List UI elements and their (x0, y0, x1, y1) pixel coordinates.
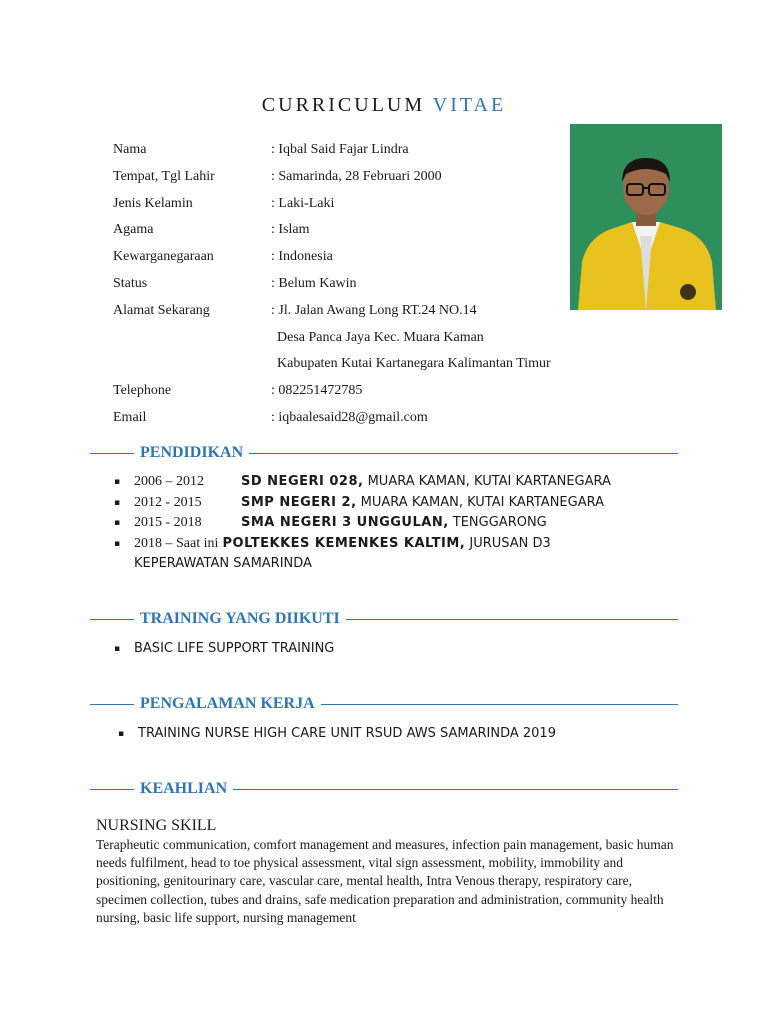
education-entry (134, 534, 694, 555)
bio-label (113, 354, 271, 381)
bio-value: Kabupaten Kutai Kartanegara Kalimantan Timur (277, 356, 551, 372)
bio-value: : 082251472785 (271, 383, 363, 399)
section-training (90, 609, 678, 629)
bio-label (113, 328, 271, 355)
bio-value: : iqbaalesaid28@gmail.com (271, 409, 428, 425)
page-title (0, 94, 768, 117)
personal-info (113, 140, 597, 435)
school-place: JURUSAN D3 (465, 535, 551, 551)
bio-row-email (113, 408, 597, 435)
training-entry: BASIC LIFE SUPPORT TRAINING (134, 641, 335, 656)
title-part2: VITAE (432, 94, 507, 116)
bio-row-address-3 (113, 354, 597, 381)
bio-label: Jenis Kelamin (113, 195, 193, 211)
bio-row-telephone (113, 381, 597, 408)
bio-row-address-2 (113, 328, 597, 355)
section-title: PENDIDIKAN (140, 444, 244, 461)
divider-line (321, 704, 678, 705)
bio-label: Status (113, 275, 148, 291)
section-title: PENGALAMAN KERJA (140, 695, 315, 712)
section-pengalaman (90, 694, 678, 714)
bio-label: Nama (113, 142, 147, 157)
bullet-icon: ▪ (114, 538, 121, 549)
divider-line (249, 453, 678, 454)
education-entry (241, 513, 694, 534)
section-title: KEAHLIAN (140, 780, 228, 797)
title-part1: CURRICULUM (261, 94, 426, 116)
bio-value: : Indonesia (271, 249, 333, 265)
experience-list (118, 724, 556, 745)
section-title: TRAINING YANG DIIKUTI (140, 610, 340, 627)
section-keahlian (90, 779, 678, 799)
bio-value: : Laki-Laki (271, 195, 335, 211)
education-list (114, 472, 694, 575)
list-item (114, 639, 334, 660)
school-place: TENGGARONG (448, 515, 547, 530)
divider-line (90, 453, 134, 454)
education-entry-continued: KEPERAWATAN SAMARINDA (134, 556, 312, 571)
education-entry (241, 472, 694, 493)
bullet-icon: ▪ (114, 477, 121, 487)
school-place: MUARA KAMAN, KUTAI KARTANEGARA (363, 474, 611, 489)
bullet-icon: ▪ (114, 518, 121, 528)
divider-line (346, 619, 678, 620)
bio-value: : Samarinda, 28 Februari 2000 (271, 168, 442, 184)
list-item (114, 513, 694, 534)
education-years: 2012 - 2015 (134, 494, 202, 510)
bio-row-nationality (113, 247, 597, 274)
education-years: 2006 – 2012 (134, 474, 204, 489)
bio-row-gender (113, 194, 597, 221)
bio-row-religion (113, 220, 597, 247)
bio-value: : Islam (271, 222, 310, 238)
bio-value: : Iqbal Said Fajar Lindra (271, 142, 409, 157)
profile-photo (570, 124, 722, 310)
list-item (118, 724, 556, 745)
bio-label: Email (113, 409, 147, 425)
profile-photo-illustration (570, 124, 722, 310)
experience-entry: TRAINING NURSE HIGH CARE UNIT RSUD AWS SAMARINDA 2019 (138, 726, 556, 741)
divider-line (90, 789, 134, 790)
education-years: 2018 – Saat ini (134, 535, 219, 551)
school-name: POLTEKKES KEMENKES KALTIM, (222, 535, 466, 551)
bio-row-address (113, 301, 597, 328)
school-name: SMP NEGERI 2, (241, 494, 357, 510)
bio-value: : Jl. Jalan Awang Long RT.24 NO.14 (271, 302, 477, 318)
bio-row-name (113, 140, 597, 167)
list-item (114, 534, 694, 555)
skill-description: Terapheutic communication, comfort management and measures, infection pain management, basic human needs fulfilment, head to toe physical assessment, vital sign assessment, mobility, immobility and positioning, genitourinary care, vascular care, mental health, Intra Venous therapy, respiratory care, specimen collection, tubes and drains, safe medication preparation and administration, community health nursing, basic life support, nursing management (96, 837, 674, 925)
school-name: SD NEGERI 028, (241, 474, 364, 489)
education-entry (241, 493, 694, 514)
section-pendidikan (90, 443, 678, 463)
training-list (114, 639, 334, 660)
list-item (114, 493, 694, 514)
bio-value: : Belum Kawin (271, 275, 357, 291)
divider-line (233, 789, 678, 790)
bio-label: Tempat, Tgl Lahir (113, 168, 215, 184)
divider-line (90, 704, 134, 705)
bullet-icon: ▪ (118, 729, 125, 739)
bio-row-status (113, 274, 597, 301)
divider-line (90, 619, 134, 620)
bio-label: Kewarganegaraan (113, 249, 214, 265)
bullet-icon: ▪ (114, 644, 121, 654)
list-item (114, 472, 694, 493)
bio-label: Alamat Sekarang (113, 302, 210, 318)
bio-value: Desa Panca Jaya Kec. Muara Kaman (277, 329, 484, 345)
school-place: MUARA KAMAN, KUTAI KARTANEGARA (356, 494, 604, 510)
bio-label: Telephone (113, 383, 172, 399)
education-years: 2015 - 2018 (134, 515, 202, 530)
bullet-icon: ▪ (114, 497, 121, 508)
skill-title: NURSING SKILL (96, 817, 217, 834)
school-name: SMA NEGERI 3 UNGGULAN, (241, 515, 449, 530)
bio-row-birth (113, 167, 597, 194)
bio-label: Agama (113, 222, 154, 238)
